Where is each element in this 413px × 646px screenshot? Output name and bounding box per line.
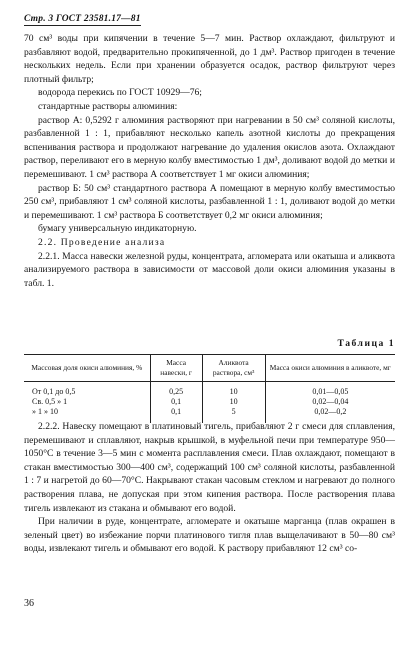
data-table bbox=[24, 354, 395, 423]
table-cell: 0,02—0,2 bbox=[265, 407, 395, 423]
table-cell: » 1 » 10 bbox=[32, 407, 58, 416]
column-header: Массовая доля окиси алюминия, % bbox=[24, 355, 150, 382]
section-heading: 2.2. Проведение анализа bbox=[38, 236, 166, 248]
text-block-top bbox=[24, 32, 395, 290]
table-header-row bbox=[24, 355, 395, 382]
column-header: Аликвота раствора, см³ bbox=[202, 355, 265, 382]
paragraph: водорода перекись по ГОСТ 10929—76; bbox=[38, 87, 202, 99]
table-row bbox=[24, 397, 395, 407]
table-cell: От 0,1 до 0,5 bbox=[32, 387, 76, 396]
table-cell: 10 bbox=[202, 382, 265, 398]
column-header: Масса окиси алюминия в аликвоте, мг bbox=[265, 355, 395, 382]
table-cell: 0,01—0,05 bbox=[265, 382, 395, 398]
paragraph: раствор Б: 50 см³ стандартного раствора А помещают в мерную колбу вместимостью 250 см³, прибавляют 1 см³ соляной кислоты, разбавленной 1 : 1, доливают водой до метки и перемешивают. 1 см³ раствора Б соответствует 0,2 мг окиси алюминия; bbox=[24, 182, 395, 221]
table-cell: 10 bbox=[202, 397, 265, 407]
text-block-bottom bbox=[24, 420, 395, 556]
paragraph: 70 см³ воды при кипячении в течение 5—7 мин. Раствор охлаждают, фильтруют и разбавляют водой, предварительно прокипяченной, до 1 дм³. Раствор пригоден в течение нескольких недель. Если при хранении образуется осадок, раствор фильтруют через плотный фильтр; bbox=[24, 33, 395, 85]
page-header: Стр. 3 ГОСТ 23581.17—81 bbox=[24, 14, 141, 24]
paragraph: раствор А: 0,5292 г алюминия растворяют при нагревании в 50 см³ соляной кислоты, разбавленной 1 : 1, прибавляют несколько капель азотной кислоты до прекращения вспенивания раствора и продолжают нагревание до удаления окислов азота. Охлаждают раствор, переливают его в мерную колбу вместимостью 1 дм³, доливают водой до метки и перемешивают. 1 см³ раствора А соответствует 1 мг окиси алюминия; bbox=[24, 114, 395, 180]
table-cell: 0,1 bbox=[150, 407, 202, 423]
paragraph: При наличии в руде, концентрате, агломерате и окатыше марганца (плав окрашен в зеленый цвет) во избежание порчи платинового тигля плав выщелачивают в 50—80 см³ воды, извлекают тигель и обмывают его водой. К раствору прибавляют 12 см³ со- bbox=[24, 516, 395, 555]
paragraph: 2.2.2. Навеску помещают в платиновый тигель, прибавляют 2 г смеси для сплавления, перемешивают и сплавляют, накрыв крышкой, в муфельной печи при температуре 950—1050°С в течение 3—5 мин с момента расплавления смеси. Плав охлаждают, помещают в стакан вместимостью 300—400 см³, содержащий 100 см³ соляной кислоты, разбавленной 1 : 7 и нагретой до 60—70°С. Накрывают стакан часовым стеклом и нагревают до полного растворения плава, не допуская при этом кипения раствора. После растворения плава тигель извлекают из стакана и обмывают его водой. bbox=[24, 421, 395, 514]
table-row bbox=[24, 382, 395, 398]
table-cell: Св. 0,5 » 1 bbox=[32, 397, 68, 406]
table-title: Таблица 1 bbox=[337, 338, 395, 349]
table-cell: 0,25 bbox=[150, 382, 202, 398]
table-cell: 0,02—0,04 bbox=[265, 397, 395, 407]
column-header: Масса навески, г bbox=[150, 355, 202, 382]
page-number: 36 bbox=[24, 598, 34, 609]
paragraph: 2.2.1. Масса навески железной руды, концентрата, агломерата или окатыша и аликвота анализируемого раствора в зависимости от массовой доли окиси алюминия указаны в табл. 1. bbox=[24, 250, 395, 289]
paragraph: стандартные растворы алюминия: bbox=[38, 100, 178, 112]
table-cell: 5 bbox=[202, 407, 265, 423]
paragraph: бумагу универсальную индикаторную. bbox=[38, 223, 197, 235]
table-cell: 0,1 bbox=[150, 397, 202, 407]
